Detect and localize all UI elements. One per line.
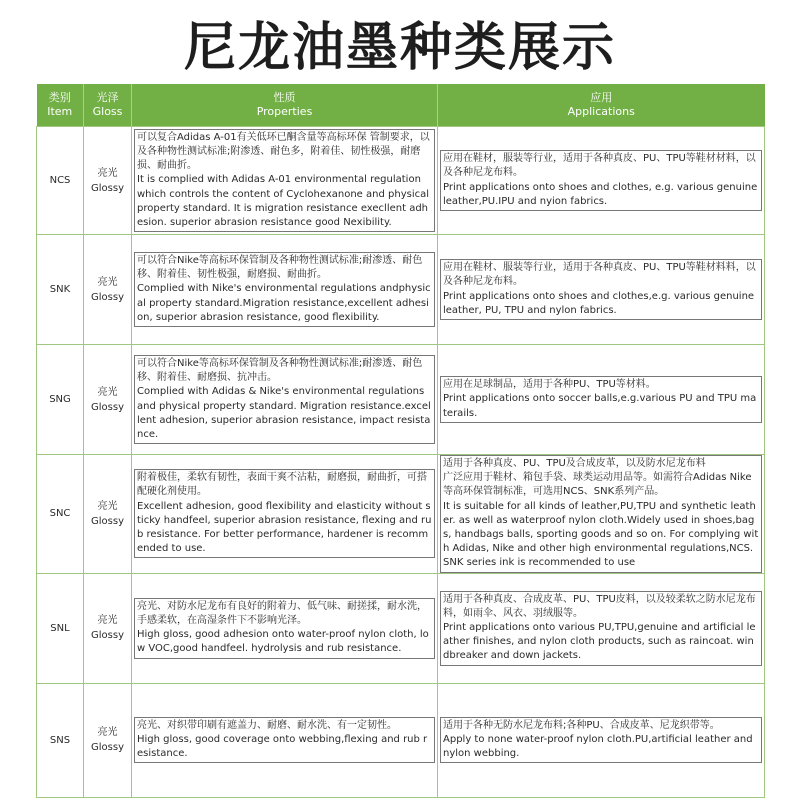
applications-cell [438,345,765,455]
applications-text: 应用在足球制品，适用于各种PU、TPU等材料。 Print applications onto soccer balls,e.g.various PU and TPU materails. [440,376,762,423]
gloss-zh: 亮光 [97,727,118,739]
item-cell: SNS [37,683,84,797]
properties-cell [132,127,438,235]
properties-text: 可以符合Nike等高标环保管制及各种物性测试标准;耐渗透、耐色移、附着佳、韧性极强，耐磨损、耐曲折。 Complied with Nike's environmental regulations andphysical property standard.Migration resistance,excellent adhesion, superior abrasion resistance, good flexibility. [134,252,435,327]
properties-text: 亮光、对织带印刷有遮盖力、耐磨、耐水洗、有一定韧性。 High gloss, good coverage onto webbing,flexing and rub resistance. [134,717,435,764]
applications-cell [438,127,765,235]
applications-text: 适用于各种真皮、合成皮革、PU、TPU皮料，以及较柔软之防水尼龙布料，如雨伞、风衣、羽绒服等。 Print applications onto various PU,TPU,genuine and artificial leather finishes, and nylon cloth products, such as raincoat. windbreaker and down jackets. [440,591,762,666]
table-header-row [37,84,765,127]
gloss-en: Glossy [91,630,124,642]
item-cell: SNC [37,455,84,574]
header-properties-en: Properties [256,105,313,118]
item-cell: SNK [37,235,84,345]
table-row [37,345,765,455]
applications-text: 应用在鞋材、服装等行业，适用于各种真皮、PU、TPU等鞋材料料，以及各种尼龙布料。 Print applications onto shoes and clothes,e.g. various genuine leather, PU, TPU and nylon fabrics. [440,259,762,320]
ink-types-table [36,84,765,798]
properties-text: 可以符合Nike等高标环保管制及各种物性测试标准;耐渗透、耐色移、附着佳、耐磨损、抗冲击。 Complied with Adidas & Nike's environmental regulations and physical property standard. Migration resistance.excellent adhesion, superior abrasion resistance, impact resistance. [134,355,435,444]
properties-text: 可以复合Adidas A-01有关低环已酮含量等高标环保 管制要求，以及各种物性测试标准;附渗透、耐色多，附着佳、韧性极强，耐磨损、耐曲折。 It is complied with Adidas A-01 environmental regulation which controls the content of Cyclohexanone and physical property standard. It is migration resistance execllent adhesion. superior abrasion resistance good Nexibility. [134,129,435,232]
properties-cell [132,573,438,683]
header-item-zh: 类别 [48,91,71,104]
applications-cell [438,683,765,797]
properties-cell [132,235,438,345]
header-applications-en: Applications [567,105,635,118]
gloss-en: Glossy [91,291,124,303]
gloss-zh: 亮光 [97,167,118,179]
gloss-cell [84,573,132,683]
table-row [37,573,765,683]
gloss-en: Glossy [91,401,124,413]
gloss-cell [84,127,132,235]
gloss-cell [84,345,132,455]
properties-cell [132,345,438,455]
table-row [37,235,765,345]
gloss-cell [84,235,132,345]
properties-text: 附着极佳，柔软有韧性，表面干爽不沾粘，耐磨损，耐曲折，可搭配硬化剂使用。 Excellent adhesion, good flexibility and elasticity without sticky handfeel, superior abrasion resistance, flexing and rub resistance. For better performance, hardener is recommended to use. [134,469,435,558]
properties-cell [132,455,438,574]
properties-text: 亮光、对防水尼龙布有良好的附着力、低气味、耐搓揉，耐水洗，手感柔软，在高湿条件下不影响光泽。 High gloss, good adhesion onto water-proof nylon cloth, low VOC,good handfeel. hydrolysis and rub resistance. [134,598,435,659]
header-applications [438,84,765,127]
applications-text: 适用于各种无防水尼龙布料;各种PU、合成皮革、尼龙织带等。 Apply to none water-proof nylon cloth.PU,artificial leather and nylon webbing. [440,717,762,764]
gloss-en: Glossy [91,182,124,194]
header-properties-zh: 性质 [273,91,296,104]
header-properties [132,84,438,127]
table-row [37,683,765,797]
gloss-en: Glossy [91,742,124,754]
item-cell: NCS [37,127,84,235]
table-row [37,127,765,235]
header-gloss-en: Gloss [92,105,123,118]
properties-cell [132,683,438,797]
item-cell: SNG [37,345,84,455]
applications-cell [438,235,765,345]
gloss-zh: 亮光 [97,615,118,627]
header-item-en: Item [47,105,73,118]
gloss-cell [84,683,132,797]
item-cell: SNL [37,573,84,683]
header-item [37,84,84,127]
applications-cell [438,455,765,574]
applications-text: 适用于各种真皮、PU、TPU及合成皮革，以及防水尼龙布料 广泛应用于鞋材、箱包手袋、球类运动用品等。如需符合Adidas Nike等高环保管制标准，可选用NCS、SNK系列产品。 It is suitable for all kinds of leather,PU,TPU and synthetic leather. as well as waterproof nylon cloth.Widely used in shoes,bags, handbags balls, sporting goods and so on. For complying with Adidas, Nike and other high environmental regulations,NCS.SNK series ink is recommended to use [440,455,762,573]
gloss-en: Glossy [91,515,124,527]
header-gloss-zh: 光泽 [96,91,119,104]
applications-text: 应用在鞋材，服装等行业，适用于各种真皮、PU、TPU等鞋材材料，以及各种尼龙布料。 Print applications onto shoes and clothes, e.g. various genuine leather,PU.IPU and nyion fabrics. [440,150,762,211]
gloss-zh: 亮光 [97,276,118,288]
gloss-zh: 亮光 [97,500,118,512]
header-applications-zh: 应用 [590,91,613,104]
table-row [37,455,765,574]
page-title: 尼龙油墨种类展示 [183,17,616,78]
gloss-zh: 亮光 [97,386,118,398]
header-gloss [84,84,132,127]
applications-cell [438,573,765,683]
gloss-cell [84,455,132,574]
